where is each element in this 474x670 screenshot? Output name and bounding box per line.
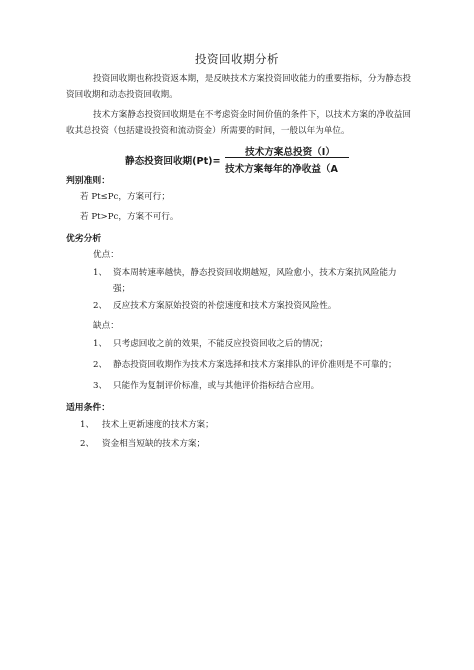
conditions-item-1-text: 技术上更新速度的技术方案； [102, 420, 214, 430]
conditions-item-1 [80, 417, 214, 433]
conditions-item-1-number: 1、 [80, 420, 95, 430]
static-line-2: 收其总投资（包括建设投资和流动资金）所需要的时间，一般以年为单位。 [66, 126, 350, 136]
document-title: 投资回收期分析 [195, 52, 279, 66]
formula-numerator: 技术方案总投资（I） [245, 147, 335, 158]
static-line-1: 技术方案静态投资回收期是在不考虑资金时间价值的条件下，以技术方案的净收益回 [93, 110, 411, 120]
cons-item-1-text: 只考虑回收之前的效果，不能反应投资回收之后的情况； [113, 339, 328, 349]
conditions-item-2-text: 资金相当短缺的技术方案； [102, 439, 206, 449]
criteria-rule-2: 若 Pt>Pc，方案不可行。 [80, 212, 179, 222]
conditions-item-2 [80, 436, 205, 452]
cons-label: 缺点： [93, 321, 119, 331]
conditions-heading: 适用条件： [66, 403, 110, 413]
cons-item-1-number: 1、 [93, 339, 108, 349]
pros-label: 优点： [93, 250, 119, 260]
pros-item-2 [93, 298, 336, 314]
pros-item-1-number: 1、 [93, 268, 108, 278]
intro-line-2: 资回收期和动态投资回收期。 [66, 90, 178, 100]
pros-item-2-number: 2、 [93, 301, 108, 311]
fraction-bar [225, 157, 349, 158]
cons-item-3-number: 3、 [93, 381, 108, 391]
formula-lhs: 静态投资回收期(Pt)= [125, 156, 221, 167]
cons-item-2-text: 静态投资回收期作为技术方案选择和技术方案排队的评价准则是不可靠的； [113, 360, 397, 370]
intro-line-1: 投资回收期也称投资返本期，是反映技术方案投资回收能力的重要指标，分为静态投 [93, 74, 411, 84]
criteria-rule-1: 若 Pt≤Pc，方案可行； [80, 192, 170, 202]
cons-item-3-text: 只能作为复制评价标准，或与其他评价指标结合应用。 [113, 381, 320, 391]
cons-item-1 [93, 336, 328, 352]
cons-item-2-number: 2、 [93, 360, 108, 370]
pros-item-1-text: 资本周转速率越快，静态投资回收期越短，风险愈小，技术方案抗风险能力 [113, 268, 397, 278]
analysis-heading: 优劣分析 [66, 234, 102, 244]
conditions-item-2-number: 2、 [80, 439, 95, 449]
criteria-heading: 判别准则： [66, 176, 110, 186]
pros-item-1-text-cont: 强； [113, 284, 131, 294]
cons-item-2 [93, 357, 397, 373]
cons-item-3 [93, 378, 319, 394]
pros-item-1 [93, 265, 423, 297]
pros-item-2-text: 反应技术方案原始投资的补偿速度和技术方案投资风险性。 [113, 301, 337, 311]
formula-denominator: 技术方案每年的净收益（A [225, 164, 338, 175]
